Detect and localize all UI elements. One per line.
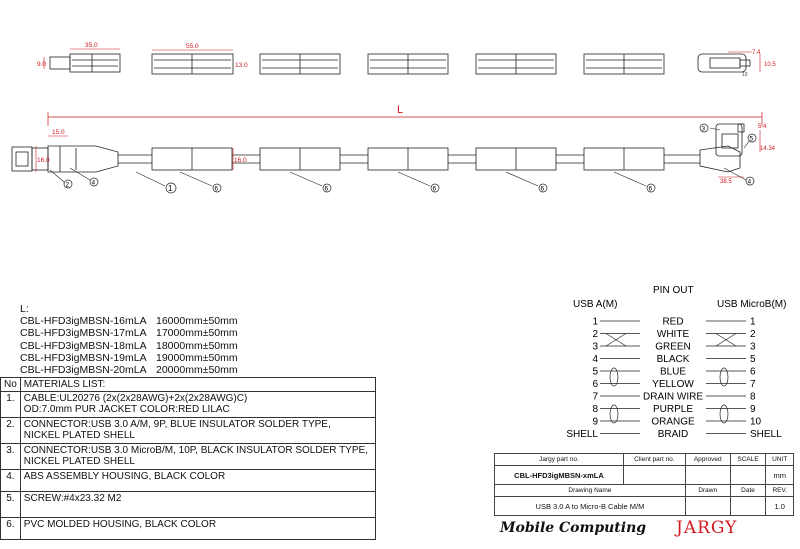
length-part-no: CBL-HFD3igMBSN-17mLA	[20, 327, 147, 340]
leaders	[50, 125, 750, 186]
length-row	[20, 340, 238, 352]
materials-row	[1, 492, 376, 518]
pin-left: 4	[592, 354, 598, 365]
materials-no: 2.	[1, 418, 21, 444]
materials-row	[1, 444, 376, 470]
callout-2: 2	[65, 181, 70, 189]
pin-left: 7	[592, 391, 598, 403]
materials-desc-line1: CONNECTOR:USB 3.0 MicroB/M, 10P, BLACK INSULATOR SOLDER TYPE,	[23, 445, 368, 456]
length-row	[20, 327, 238, 339]
pin-left: SHELL	[566, 429, 598, 440]
tb-drawn-header: Drawn	[685, 485, 730, 497]
callout-6d: 6	[540, 185, 545, 193]
materials-title: MATERIALS LIST:	[20, 378, 375, 392]
materials-no: 3.	[1, 444, 21, 470]
tb-rev: 1.0	[766, 497, 794, 516]
dim-L	[48, 112, 762, 126]
pin-right: 7	[750, 379, 756, 390]
tb-date-header: Date	[730, 485, 766, 497]
materials-header-row	[1, 378, 376, 392]
length-value: 18000mm±50mm	[156, 339, 238, 352]
length-part-no: CBL-HFD3igMBSN-16mLA	[20, 315, 147, 328]
pin-left: 9	[592, 416, 598, 428]
pinout-left-header: USB A(M)	[573, 299, 618, 310]
materials-desc-line1: ABS ASSEMBLY HOUSING, BLACK COLOR	[23, 471, 226, 482]
tb-unit-header: UNIT	[766, 454, 794, 466]
dim-ferrite-h: 13.0	[235, 62, 248, 69]
materials-desc-line1: CABLE:UL20276 (2x(2x28AWG)+2x(2x28AWG)C)	[23, 393, 248, 404]
pinout-title: PIN OUT	[653, 285, 694, 296]
brand-jargy: JARGY	[676, 518, 738, 538]
length-part-no: CBL-HFD3igMBSN-18mLA	[20, 339, 147, 352]
tb-part-no: CBL-HFD3igMBSN-xmLA	[495, 466, 624, 485]
pin-right: 2	[750, 329, 756, 340]
pin-signal: BLUE	[659, 366, 687, 378]
tb-approved	[685, 466, 730, 485]
materials-no: 1.	[1, 392, 21, 418]
length-list	[20, 303, 238, 376]
length-part-no: CBL-HFD3igMBSN-20mLA	[20, 364, 147, 377]
materials-desc-line2: OD:7.0mm PUR JACKET COLOR:RED LILAC	[23, 404, 230, 415]
pin-signal: BLACK	[656, 354, 690, 365]
tb-date	[730, 497, 766, 516]
materials-desc	[20, 444, 375, 470]
pin-right: 10	[750, 416, 762, 428]
callout-6e: 6	[648, 185, 653, 193]
materials-row	[1, 392, 376, 418]
materials-no: 4.	[1, 470, 21, 492]
pin-left: 1	[592, 316, 598, 328]
pinout-right-header: USB MicroB(M)	[717, 299, 787, 310]
callout-6c: 6	[432, 185, 437, 193]
materials-row	[1, 470, 376, 492]
tb-unit: mm	[766, 466, 794, 485]
dim-main-ferrite-h: 16.0	[234, 157, 247, 164]
callout-6b: 6	[324, 185, 329, 193]
callout-1: 1	[168, 184, 173, 193]
materials-desc-line1: CONNECTOR:USB 3.0 A/M, 9P, BLUE INSULATOR SOLDER TYPE,	[23, 419, 331, 430]
pin-signal: WHITE	[656, 329, 690, 340]
top-plug	[50, 54, 120, 72]
dim-micro-h: 10.5	[764, 62, 776, 68]
materials-no: 5.	[1, 492, 21, 518]
pin-signal: YELLOW	[652, 379, 694, 390]
main-cable	[12, 124, 744, 172]
pin-row	[592, 404, 756, 415]
callout-4b: 4	[747, 178, 752, 186]
callout-6a: 6	[214, 185, 219, 193]
top-micro-plug	[698, 54, 750, 72]
materials-row	[1, 518, 376, 540]
dim-micro-w: 7.4	[752, 50, 761, 56]
dim-micro-b: 14.34	[760, 146, 776, 152]
length-part-no: CBL-HFD3igMBSN-19mLA	[20, 351, 147, 364]
dim-micro-small: 10	[742, 72, 748, 78]
materials-desc	[20, 392, 375, 418]
materials-row	[1, 418, 376, 444]
materials-desc-line1: PVC MOLDED HOUSING, BLACK COLOR	[23, 519, 217, 530]
callout-4a: 4	[91, 179, 96, 187]
brand-mobile-computing: Mobile Computing	[500, 520, 647, 536]
length-row	[20, 315, 238, 327]
dim-micro-a: 5.4	[758, 124, 767, 130]
tb-scale	[730, 466, 766, 485]
callout-circles	[64, 124, 756, 193]
pin-signal: RED	[662, 316, 684, 328]
pin-right: 6	[750, 366, 756, 378]
pin-signal: GREEN	[655, 341, 691, 353]
tb-rev-header: REV.	[766, 485, 794, 497]
pin-signal: ORANGE	[651, 416, 695, 428]
top-ferrites	[152, 54, 664, 74]
materials-desc	[20, 418, 375, 444]
length-row	[20, 352, 238, 364]
materials-desc-line2: NICKEL PLATED SHELL	[23, 456, 135, 467]
materials-desc-line1: SCREW:#4x23.32 M2	[23, 493, 122, 504]
tb-approved-header: Approved	[685, 454, 730, 466]
length-row	[20, 364, 238, 376]
dim-plug-len: 35.0	[85, 42, 98, 49]
dim-plug-h: 9.0	[37, 61, 47, 68]
materials-table	[0, 377, 376, 540]
materials-desc-line2: NICKEL PLATED SHELL	[23, 430, 135, 441]
top-dim-lines	[44, 49, 760, 72]
dim-L-label: L	[397, 104, 404, 116]
pin-right: 9	[750, 404, 756, 415]
dim-ferrite-len: 55.0	[186, 43, 199, 50]
pin-left: 5	[592, 366, 598, 378]
tb-scale-header: SCALE	[730, 454, 766, 466]
pin-signal: BRAID	[657, 429, 689, 440]
tb-client-header: Client part no.	[623, 454, 685, 466]
pin-right: SHELL	[750, 429, 782, 440]
materials-no-header: No	[1, 378, 21, 392]
pin-right: 3	[750, 341, 756, 353]
materials-desc	[20, 492, 375, 518]
pin-signal: PURPLE	[652, 404, 694, 415]
pin-row	[566, 429, 782, 440]
dim-a-h: 16.0	[37, 157, 50, 164]
tb-drawing-name: USB 3.0 A to Micro-B Cable M/M	[495, 497, 686, 516]
tb-drawing-header: Drawing Name	[495, 485, 686, 497]
length-value: 16000mm±50mm	[156, 315, 238, 328]
pin-row	[592, 329, 756, 340]
dim-micro-len: 38.5	[720, 179, 732, 185]
callout-3: 3	[701, 125, 706, 133]
callout-5: 5	[749, 135, 754, 143]
pin-right: 8	[750, 391, 756, 403]
pin-left: 8	[592, 404, 598, 415]
pin-signal: DRAIN WIRE	[643, 391, 703, 403]
length-value: 20000mm±50mm	[156, 364, 238, 377]
pinout	[566, 285, 786, 440]
materials-desc	[20, 518, 375, 540]
length-heading: L:	[20, 303, 29, 315]
length-value: 17000mm±50mm	[156, 327, 238, 340]
tb-client-no	[623, 466, 685, 485]
pin-right: 1	[750, 316, 756, 328]
tb-jargy-header: Jargy part no.	[495, 454, 624, 466]
pin-row	[592, 354, 756, 365]
pin-left: 6	[592, 379, 598, 390]
pin-right: 5	[750, 354, 756, 365]
length-value: 19000mm±50mm	[156, 351, 238, 364]
title-block	[494, 453, 794, 516]
pin-row	[592, 392, 756, 403]
pin-left: 2	[592, 329, 598, 340]
tb-drawn	[685, 497, 730, 516]
dim-a-len: 15.0	[52, 129, 65, 136]
pin-row	[592, 379, 756, 390]
pin-row	[592, 317, 756, 328]
materials-desc	[20, 470, 375, 492]
pin-left: 3	[592, 341, 598, 353]
materials-no: 6.	[1, 518, 21, 540]
